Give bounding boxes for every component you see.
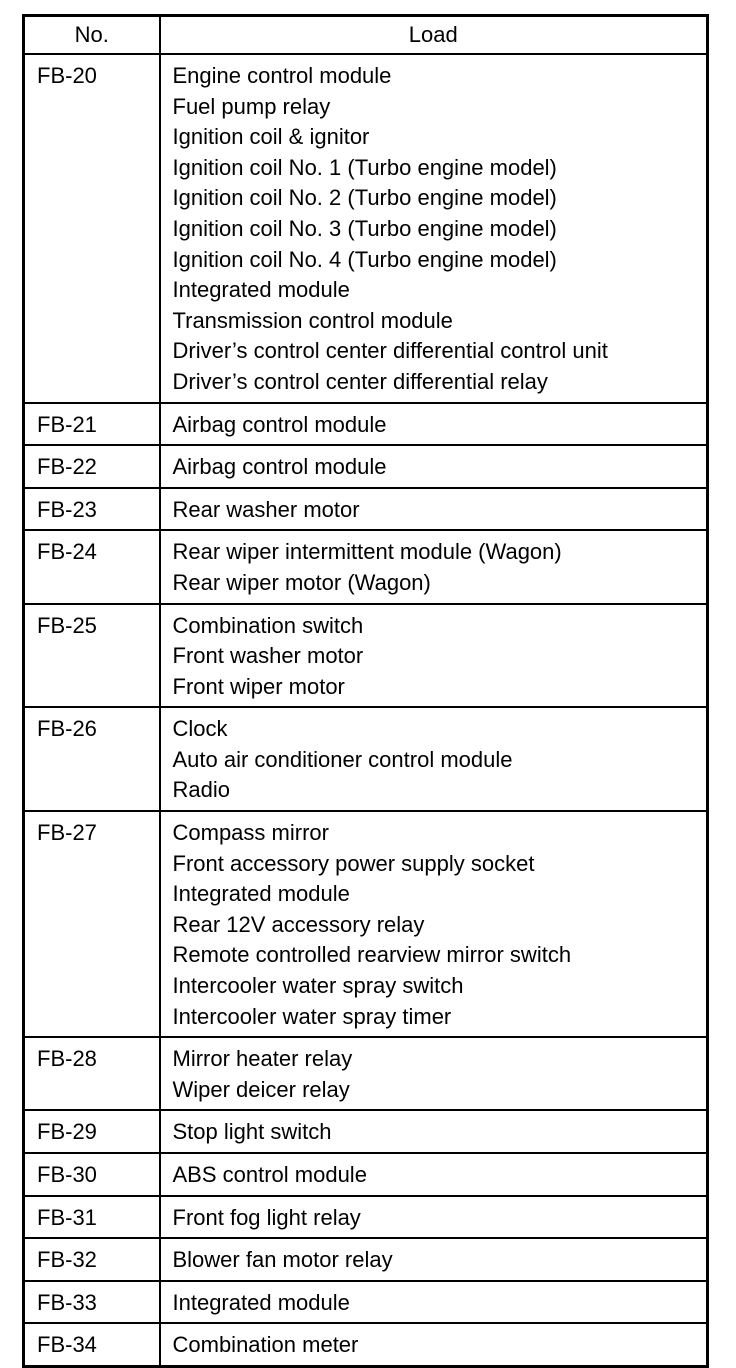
load-item: Blower fan motor relay — [172, 1247, 393, 1273]
load-item: Clock — [172, 716, 228, 742]
load-item: Integrated module — [172, 881, 350, 907]
load-item: Fuel pump relay — [172, 93, 331, 119]
load-cell — [160, 811, 708, 1037]
table-row — [24, 1281, 708, 1324]
load-cell — [160, 445, 708, 488]
table-row — [24, 604, 708, 708]
load-cell — [160, 707, 708, 811]
table-row — [24, 811, 708, 1037]
fuse-number: FB-27 — [24, 811, 160, 1037]
table-row — [24, 54, 708, 403]
load-cell — [160, 1323, 708, 1366]
load-item: Stop light switch — [172, 1119, 332, 1145]
table-row — [24, 1196, 708, 1239]
load-item: Ignition coil No. 2 (Turbo engine model) — [172, 185, 557, 211]
load-item: Front accessory power supply socket — [172, 850, 535, 876]
load-cell — [160, 54, 708, 403]
column-header-no: No. — [24, 16, 160, 55]
fuse-number: FB-30 — [24, 1153, 160, 1196]
fuse-number: FB-23 — [24, 488, 160, 531]
fuse-number: FB-33 — [24, 1281, 160, 1324]
fuse-number: FB-20 — [24, 54, 160, 403]
load-item: Wiper deicer relay — [172, 1076, 350, 1102]
load-cell — [160, 1281, 708, 1324]
load-item: Driver’s control center differential relay — [172, 368, 548, 394]
fuse-number: FB-31 — [24, 1196, 160, 1239]
load-item: Airbag control module — [172, 411, 387, 437]
load-cell — [160, 1110, 708, 1153]
column-header-load: Load — [160, 16, 708, 55]
load-item: Rear wiper intermittent module (Wagon) — [172, 539, 562, 565]
load-item: Rear 12V accessory relay — [172, 911, 425, 937]
load-item: Airbag control module — [172, 454, 387, 480]
load-item: Front fog light relay — [172, 1204, 361, 1230]
load-item: ABS control module — [172, 1162, 367, 1187]
load-item: Compass mirror — [172, 820, 329, 846]
load-item: Rear washer motor — [172, 496, 360, 522]
table-row — [24, 1110, 708, 1153]
load-item: Remote controlled rearview mirror switch — [172, 942, 572, 968]
load-item: Integrated module — [172, 277, 350, 303]
table-row — [24, 1153, 708, 1196]
load-item: Combination switch — [172, 612, 364, 638]
load-item: Rear wiper motor (Wagon) — [172, 569, 431, 595]
fuse-number: FB-28 — [24, 1037, 160, 1110]
load-cell — [160, 1037, 708, 1110]
load-item: Combination meter — [172, 1332, 359, 1358]
load-cell — [160, 604, 708, 708]
fuse-number: FB-26 — [24, 707, 160, 811]
load-item: Driver’s control center differential control unit — [172, 338, 608, 364]
load-item: Intercooler water spray timer — [172, 1003, 452, 1029]
fuse-load-table — [22, 14, 709, 1368]
load-item: Transmission control module — [172, 307, 453, 333]
load-cell — [160, 403, 708, 446]
load-item: Integrated module — [172, 1289, 350, 1315]
fuse-number: FB-25 — [24, 604, 160, 708]
table-row — [24, 707, 708, 811]
table-row — [24, 1037, 708, 1110]
fuse-number: FB-32 — [24, 1238, 160, 1281]
table-row — [24, 445, 708, 488]
load-item: Front wiper motor — [172, 673, 345, 699]
load-cell — [160, 530, 708, 603]
table-row — [24, 530, 708, 603]
load-cell — [160, 1196, 708, 1239]
load-item: Ignition coil & ignitor — [172, 124, 370, 150]
load-item: Intercooler water spray switch — [172, 973, 464, 999]
load-item: Mirror heater relay — [172, 1046, 353, 1072]
table-row — [24, 1323, 708, 1366]
table-body — [24, 54, 708, 1366]
table-row — [24, 403, 708, 446]
table-header-row — [24, 16, 708, 55]
fuse-number: FB-34 — [24, 1323, 160, 1366]
fuse-number: FB-24 — [24, 530, 160, 603]
load-item: Radio — [172, 777, 230, 803]
table-row — [24, 488, 708, 531]
fuse-number: FB-21 — [24, 403, 160, 446]
load-item: Front washer motor — [172, 643, 364, 669]
load-cell — [160, 1153, 708, 1196]
load-item: Ignition coil No. 1 (Turbo engine model) — [172, 154, 557, 180]
table-row — [24, 1238, 708, 1281]
fuse-number: FB-29 — [24, 1110, 160, 1153]
load-cell — [160, 1238, 708, 1281]
load-item: Ignition coil No. 4 (Turbo engine model) — [172, 246, 557, 272]
load-item: Ignition coil No. 3 (Turbo engine model) — [172, 215, 557, 241]
load-item: Engine control module — [172, 63, 392, 88]
load-item: Auto air conditioner control module — [172, 746, 513, 772]
fuse-number: FB-22 — [24, 445, 160, 488]
load-cell — [160, 488, 708, 531]
